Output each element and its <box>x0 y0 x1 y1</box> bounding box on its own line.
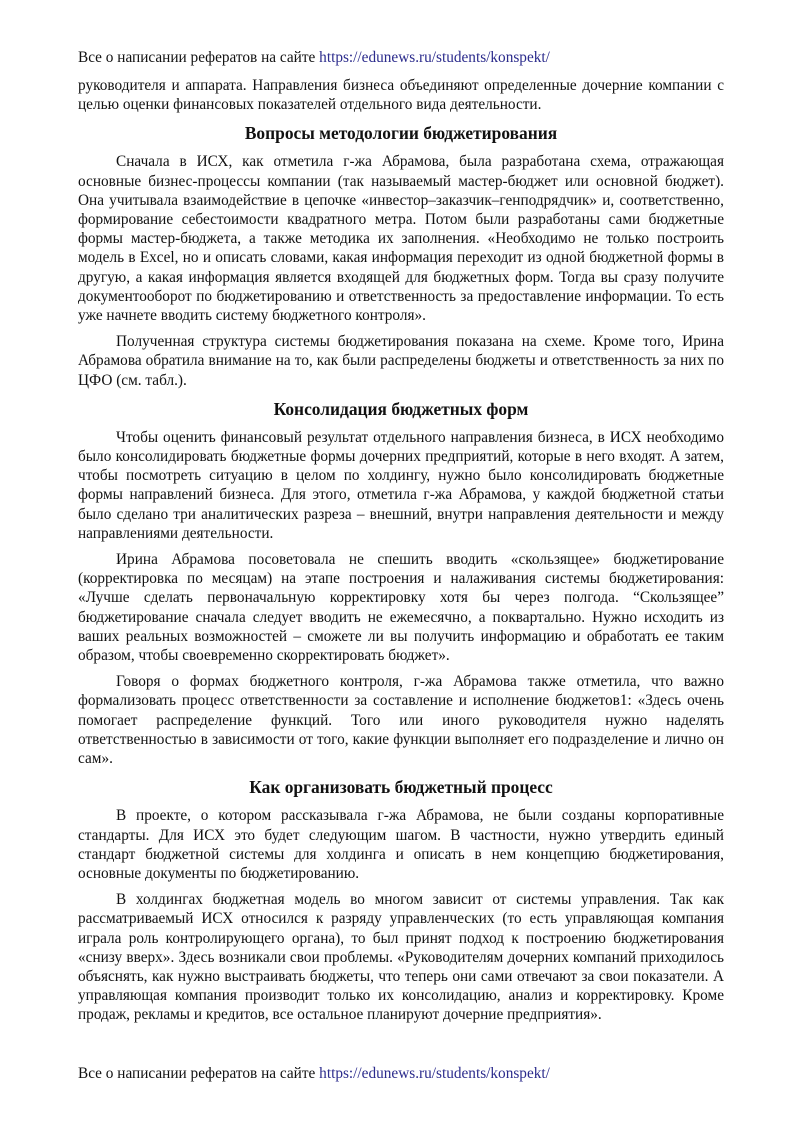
paragraph: Говоря о формах бюджетного контроля, г-жа Абрамова также отметила, что важно формализовать процесс ответственности за составление и исполнение бюджетов1: «Здесь очень помогает распределение функций. Того или иного руководителя нужно наделять ответственностью в зависимости от того, какие функции выполняет его подразделение и лично он сам». <box>78 673 724 768</box>
intro-paragraph: руководителя и аппарата. Направления бизнеса объединяют определенные дочерние компании с целью оценки финансовых показателей отдельного вида деятельности. <box>78 77 724 114</box>
paragraph: Сначала в ИСХ, как отметила г-жа Абрамова, была разработана схема, отражающая основные бизнес-процессы компании (так называемый мастер-бюджет или основной бюджет). Она учитывала взаимодействие в цепочке «инвестор–заказчик–генподрядчик» и, соответственно, формирование себестоимости квадратного метра. Потом были разработаны сами бюджетные формы мастер-бюджета, а также методика их заполнения. «Необходимо не только построить модель в Excel, но и описать словами, какая информация переходит из одной бюджетной формы в другую, а какая информация является входящей для бюджетных форм. Тогда вы сразу получите документооборот по бюджетированию и ответственность за предоставление информации. То есть уже начнете вводить систему бюджетного контроля». <box>78 153 724 325</box>
footer-text: Все о написании рефератов на сайте <box>78 1065 320 1082</box>
section-heading-consolidation: Консолидация бюджетных форм <box>273 398 529 419</box>
footer-link[interactable]: https://edunews.ru/students/konspekt/ <box>319 1065 550 1082</box>
header-link[interactable]: https://edunews.ru/students/konspekt/ <box>319 49 550 66</box>
paragraph: Полученная структура системы бюджетирования показана на схеме. Кроме того, Ирина Абрамова обратила внимание на то, как были распределены бюджеты и ответственность за них по ЦФО (см. табл.). <box>78 333 724 389</box>
document-body <box>78 76 724 1032</box>
page-header <box>78 48 724 68</box>
section-heading-methodology: Вопросы методологии бюджетирования <box>244 123 558 144</box>
paragraph: Ирина Абрамова посоветовала не спешить вводить «скользящее» бюджетирование (корректировка по месяцам) на этапе построения и налаживания системы бюджетирования: «Лучше сделать первоначальную корректировку хотя бы через полгода. “Скользящее” бюджетирование сначала следует вводить не ежемесячно, а поквартально. Нужно исходить из ваших реальных возможностей – сможете ли вы получить информацию и обработать ее таким образом, чтобы своевременно скорректировать бюджет». <box>78 551 724 665</box>
paragraph: Чтобы оценить финансовый результат отдельного направления бизнеса, в ИСХ необходимо было консолидировать бюджетные формы дочерних предприятий, которые в него входят. А затем, чтобы посмотреть ситуацию в целом по холдингу, нужно было консолидировать бюджетные формы направлений бизнеса. Для этого, отметила г-жа Абрамова, у каждой бюджетной статьи было сделано три аналитических разреза – внешний, внутри направления деятельности и между направлениями деятельности. <box>78 428 724 542</box>
paragraph: В проекте, о котором рассказывала г-жа Абрамова, не были созданы корпоративные стандарты. Для ИСХ это будет следующим шагом. В частности, нужно утвердить единый стандарт бюджетной системы для холдинга и описать в нем концепцию бюджетирования, основные документы по бюджетированию. <box>78 807 724 882</box>
page-footer <box>78 1064 724 1084</box>
header-text: Все о написании рефератов на сайте <box>78 49 320 66</box>
section-heading-budget-process: Как организовать бюджетный процесс <box>249 777 553 798</box>
paragraph: В холдингах бюджетная модель во многом зависит от системы управления. Так как рассматриваемый ИСХ относился к разряду управленческих (то есть управляющая компания играла роль контролирующего органа), то был принят подход к построению бюджетирования «снизу вверх». Здесь возникали свои проблемы. «Руководителям дочерних компаний приходилось объяснять, как нужно выстраивать бюджеты, что теперь они сами отвечают за свои показатели. А управляющая компания производит только их консолидацию, анализ и корректировку. Кроме продаж, рекламы и кредитов, все остальное планируют дочерние предприятия». <box>78 891 724 1024</box>
